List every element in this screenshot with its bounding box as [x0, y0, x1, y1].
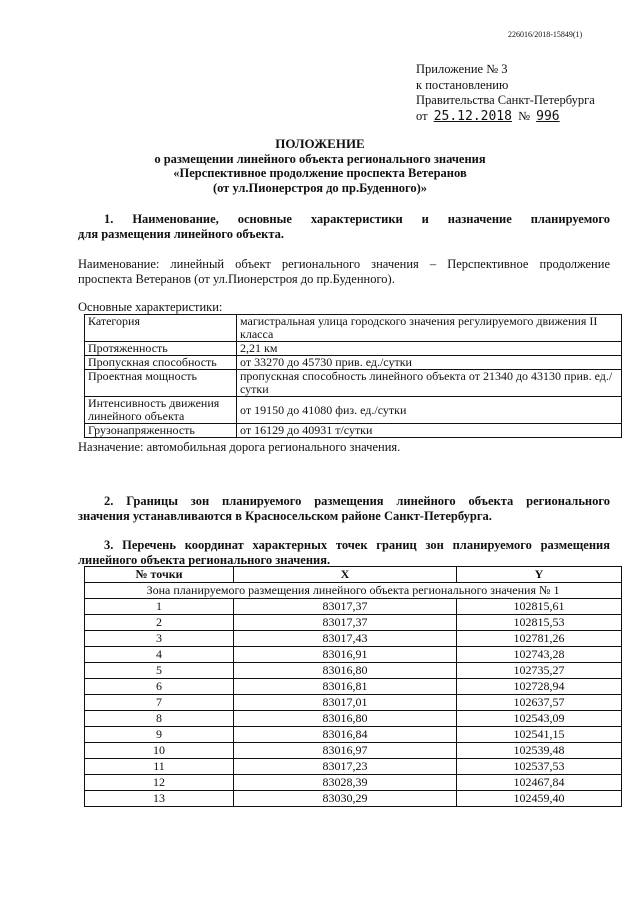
coordinate-rows [85, 599, 622, 807]
appendix-block [416, 62, 595, 124]
coord-y: 102743,28 [457, 647, 622, 663]
appendix-line-2: к постановлению [416, 77, 509, 92]
coord-y: 102541,15 [457, 727, 622, 743]
coord-y: 102637,57 [457, 695, 622, 711]
section-3-line-2: линейного объекта регионального значения. [78, 552, 331, 567]
table-header-row [85, 567, 622, 583]
coord-y: 102781,26 [457, 631, 622, 647]
char-value: от 19150 до 41080 физ. ед./сутки [237, 397, 622, 424]
coord-y: 102728,94 [457, 679, 622, 695]
appendix-number: 996 [536, 108, 560, 124]
char-value: магистральная улица городского значения регулируемого движения II класса [237, 315, 622, 342]
coord-x: 83017,37 [234, 615, 457, 631]
section-1-heading-line-1: 1. Наименование, основные характеристики и назначение планируемого [104, 212, 610, 226]
coord-y: 102815,53 [457, 615, 622, 631]
char-key: Проектная мощность [85, 370, 237, 397]
char-value: 2,21 км [237, 342, 622, 356]
point-number: 2 [85, 615, 234, 631]
zone-row [85, 583, 622, 599]
coord-y: 102815,61 [457, 599, 622, 615]
table-row [85, 759, 622, 775]
coord-x: 83016,81 [234, 679, 457, 695]
header-y: Y [457, 567, 622, 583]
point-number: 9 [85, 727, 234, 743]
point-number: 7 [85, 695, 234, 711]
char-value: от 16129 до 40931 т/сутки [237, 424, 622, 438]
section-1-heading-line-2: для размещения линейного объекта. [78, 226, 284, 241]
object-name [78, 257, 610, 286]
appendix-line-1: Приложение № 3 [416, 62, 508, 76]
coord-y: 102543,09 [457, 711, 622, 727]
point-number: 6 [85, 679, 234, 695]
coord-x: 83016,80 [234, 711, 457, 727]
char-key: Грузонапряженность [85, 424, 237, 438]
coord-x: 83017,43 [234, 631, 457, 647]
table-row [85, 663, 622, 679]
section-3 [78, 538, 610, 567]
table-row [85, 599, 622, 615]
zone-label: Зона планируемого размещения линейного объекта регионального значения № 1 [85, 583, 622, 599]
point-number: 8 [85, 711, 234, 727]
section-2-line-1: 2. Границы зон планируемого размещения линейного объекта регионального [104, 494, 610, 508]
coord-x: 83017,23 [234, 759, 457, 775]
table-row [85, 647, 622, 663]
purpose-text: Назначение: автомобильная дорога регионального значения. [78, 440, 401, 454]
table-row [85, 631, 622, 647]
point-number: 12 [85, 775, 234, 791]
document-title [60, 137, 580, 195]
table-row [85, 695, 622, 711]
table-row [85, 615, 622, 631]
point-number: 1 [85, 599, 234, 615]
table-row [85, 397, 622, 424]
title-heading: ПОЛОЖЕНИЕ [275, 136, 365, 151]
appendix-date-line [416, 109, 595, 125]
point-number: 11 [85, 759, 234, 775]
char-key: Пропускная способность [85, 356, 237, 370]
table-row [85, 791, 622, 807]
title-line-1: о размещении линейного объекта регионального значения [154, 151, 486, 166]
characteristics-table [84, 314, 622, 438]
table-row [85, 342, 622, 356]
table-row [85, 424, 622, 438]
char-key: Категория [85, 315, 237, 342]
point-number: 10 [85, 743, 234, 759]
header-x: X [234, 567, 457, 583]
coord-y: 102735,27 [457, 663, 622, 679]
point-number: 3 [85, 631, 234, 647]
coord-y: 102467,84 [457, 775, 622, 791]
coord-x: 83016,91 [234, 647, 457, 663]
header-point-number: № точки [85, 567, 234, 583]
coord-y: 102539,48 [457, 743, 622, 759]
table-row [85, 356, 622, 370]
section-1-heading [78, 212, 610, 241]
point-number: 5 [85, 663, 234, 679]
point-number: 13 [85, 791, 234, 807]
char-key: Интенсивность движения линейного объекта [85, 397, 237, 424]
coord-x: 83028,39 [234, 775, 457, 791]
coord-y: 102459,40 [457, 791, 622, 807]
table-row [85, 743, 622, 759]
coord-x: 83016,80 [234, 663, 457, 679]
table-row [85, 315, 622, 342]
number-prefix: № [518, 108, 531, 123]
table-row [85, 370, 622, 397]
document-id: 226016/2018-15849(1) [508, 30, 583, 39]
date-prefix: от [416, 108, 428, 123]
title-line-3: (от ул.Пионерстроя до пр.Буденного)» [212, 180, 428, 195]
object-name-line-1: Наименование: линейный объект регионального значения – Перспективное продолжение [78, 257, 610, 271]
char-value: от 33270 до 45730 прив. ед./сутки [237, 356, 622, 370]
coord-x: 83017,01 [234, 695, 457, 711]
appendix-date: 25.12.2018 [433, 108, 512, 124]
coord-x: 83016,97 [234, 743, 457, 759]
table-row [85, 679, 622, 695]
section-3-line-1: 3. Перечень координат характерных точек границ зон планируемого размещения [104, 538, 610, 552]
char-value: пропускная способность линейного объекта от 21340 до 43130 прив. ед./сутки [237, 370, 622, 397]
table-row [85, 711, 622, 727]
title-line-2: «Перспективное продолжение проспекта Ветеранов [173, 166, 467, 180]
object-name-line-2: проспекта Ветеранов (от ул.Пионерстроя до пр.Буденного). [78, 271, 395, 286]
section-2-line-2: значения устанавливаются в Красносельском районе Санкт-Петербурга. [78, 508, 492, 523]
table-row [85, 727, 622, 743]
characteristics-label: Основные характеристики: [78, 300, 223, 314]
coord-y: 102537,53 [457, 759, 622, 775]
coordinates-table [84, 566, 622, 807]
table-row [85, 775, 622, 791]
appendix-line-3: Правительства Санкт-Петербурга [416, 93, 595, 107]
coord-x: 83016,84 [234, 727, 457, 743]
coord-x: 83017,37 [234, 599, 457, 615]
section-2 [78, 494, 610, 523]
char-key: Протяженность [85, 342, 237, 356]
coord-x: 83030,29 [234, 791, 457, 807]
point-number: 4 [85, 647, 234, 663]
